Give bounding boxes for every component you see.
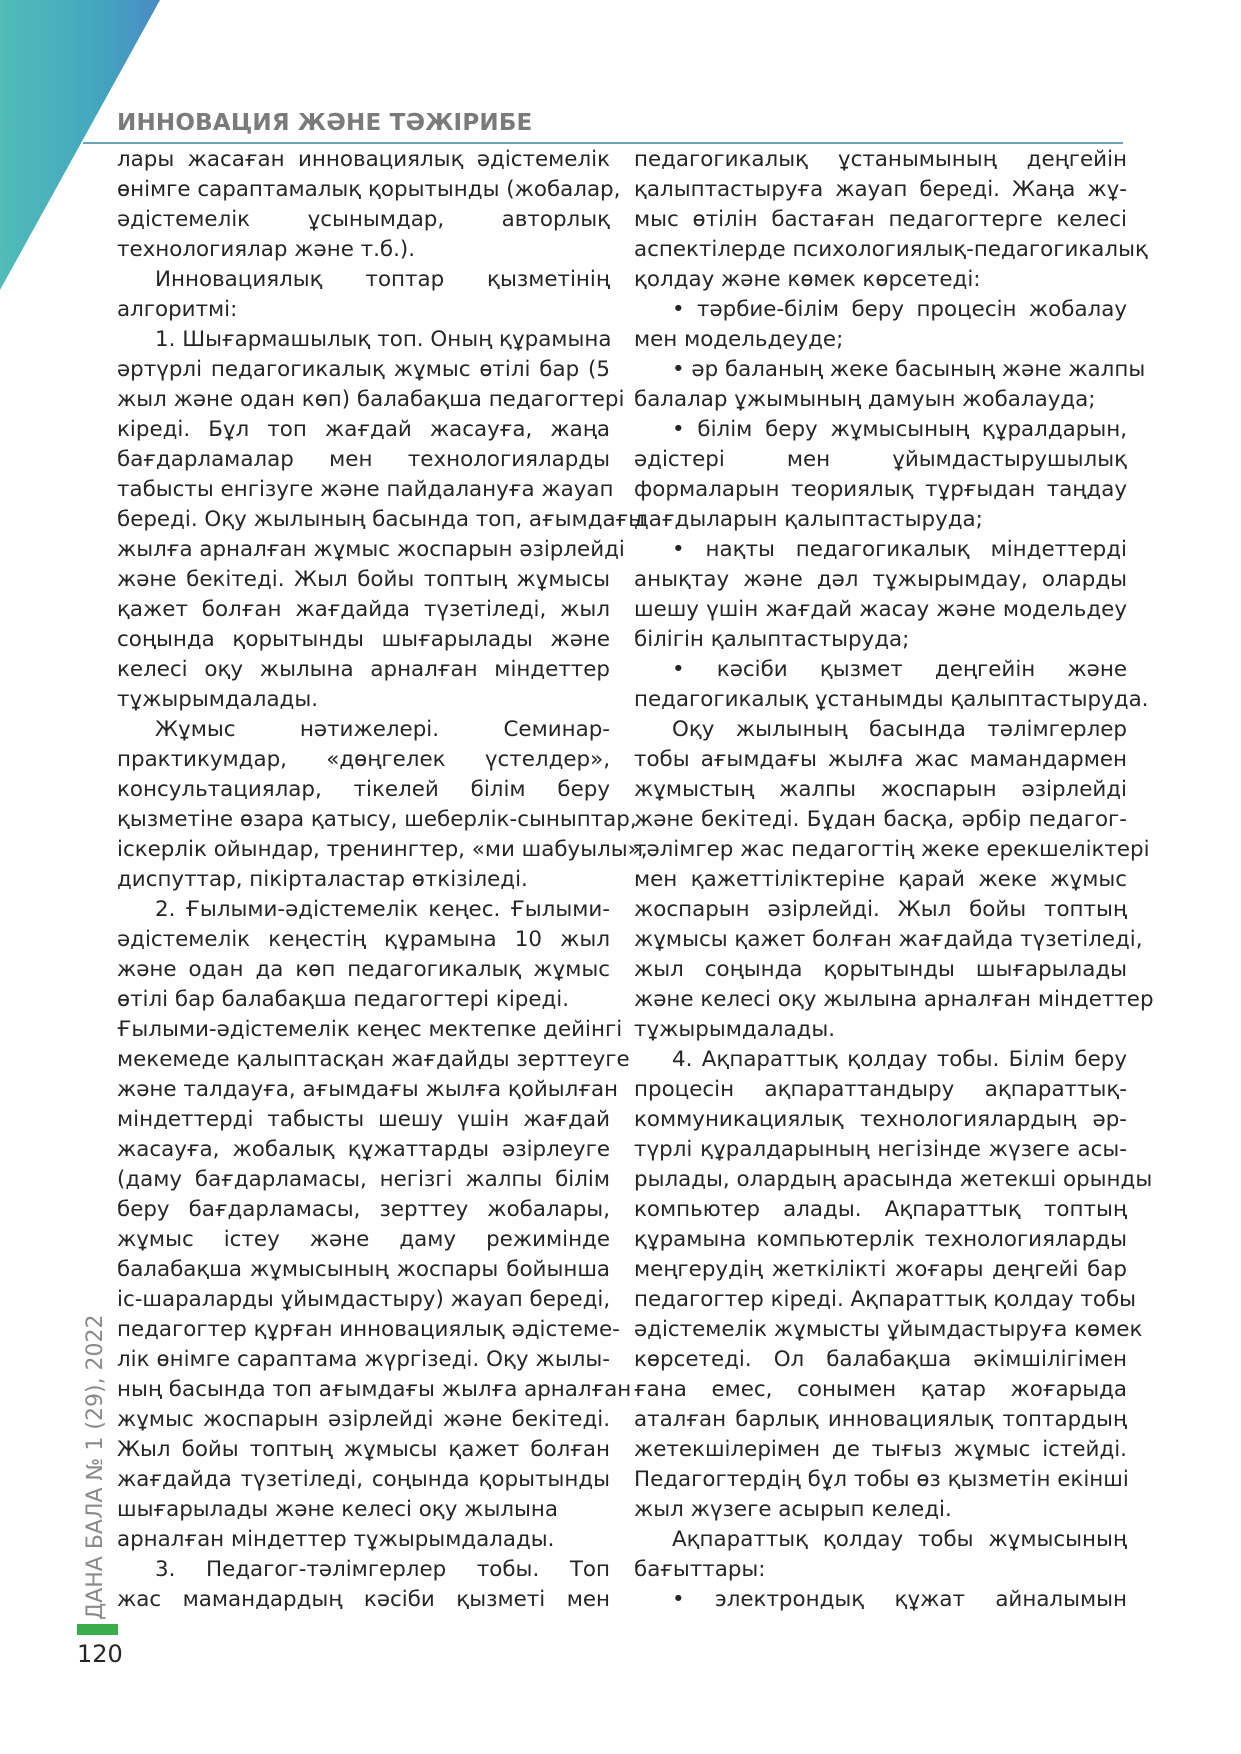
text-line: анықтау және дәл тұжырымдау, оларды xyxy=(634,567,1127,592)
text-line: көрсетеді. Ол балабақша әкімшілігімен xyxy=(634,1347,1127,1372)
text-line: шешу үшін жағдай жасау және модельдеу xyxy=(634,597,1127,622)
text-line: Педагогтердің бұл тобы өз қызметін екінші xyxy=(634,1467,1129,1492)
text-line: (даму бағдарламасы, негізгі жалпы білім xyxy=(117,1167,610,1192)
text-line: Ғылыми-әдістемелік кеңес мектепке дейінгі xyxy=(117,1017,623,1042)
text-line: формаларын теориялық тұрғыдан таңдау xyxy=(634,477,1127,502)
text-line: соңында қорытынды шығарылады және xyxy=(117,627,610,652)
text-line: әдістемелік кеңестің құрамына 10 жыл xyxy=(117,927,610,952)
text-line: диспуттар, пікірталастар өткізіледі. xyxy=(117,867,528,892)
text-line: практикумдар, «дөңгелек үстелдер», xyxy=(117,747,610,772)
text-line: өтілі бар балабақша педагогтері кіреді. xyxy=(117,987,570,1012)
text-line: технологиялар және т.б.). xyxy=(117,237,416,262)
text-line: • электрондық құжат айналымын xyxy=(672,1587,1127,1612)
text-line: және талдауға, ағымдағы жылға қойылған xyxy=(117,1077,619,1102)
text-line: жыл соңында қорытынды шығарылады xyxy=(634,957,1127,982)
text-line: түрлі құралдарының негізінде жүзеге асы- xyxy=(634,1137,1127,1162)
text-line: 2. Ғылыми-әдістемелік кеңес. Ғылыми- xyxy=(155,897,610,922)
text-line: 3. Педагог-тәлімгерлер тобы. Топ xyxy=(155,1557,610,1582)
text-line: процесін ақпараттандыру ақпараттық- xyxy=(634,1077,1127,1102)
text-line: әдістемелік жұмысты ұйымдастыруға көмек xyxy=(634,1317,1143,1342)
text-line: Жұмыс нәтижелері. Семинар- xyxy=(155,717,610,742)
text-line: және одан да көп педагогикалық жұмыс xyxy=(117,957,610,982)
journal-issue-label: ДАНА БАЛА № 1 (29), 2022 xyxy=(83,1314,108,1620)
text-line: тәлімгер жас педагогтің жеке ерекшеліктері xyxy=(634,837,1150,862)
text-line: жыл жүзеге асырып келеді. xyxy=(634,1497,952,1522)
text-line: 4. Ақпараттық қолдау тобы. Білім беру xyxy=(672,1047,1127,1072)
text-line: келесі оқу жылына арналған міндеттер xyxy=(117,657,610,682)
text-line: • кәсіби қызмет деңгейін және xyxy=(672,657,1127,682)
text-line: және бекітеді. Бұдан басқа, әрбір педагог- xyxy=(634,807,1127,832)
text-line: қызметіне өзара қатысу, шеберлік-сыныптар, xyxy=(117,807,637,832)
text-line: бағыттары: xyxy=(634,1557,766,1582)
text-line: лік өнімге сараптама жүргізеді. Оқу жылы- xyxy=(117,1347,610,1372)
text-line: жас мамандардың кәсіби қызметі мен xyxy=(117,1587,610,1612)
text-line: мекемеде қалыптасқан жағдайды зерттеуге xyxy=(117,1047,630,1072)
text-line: әдістемелік ұсынымдар, авторлық xyxy=(117,207,610,232)
text-line: арналған міндеттер тұжырымдалады. xyxy=(117,1527,555,1552)
text-line: және келесі оқу жылына арналған міндеттер xyxy=(634,987,1154,1012)
text-line: жоспарын әзірлейді. Жыл бойы топтың xyxy=(634,897,1127,922)
text-line: жылға арналған жұмыс жоспарын әзірлейді xyxy=(117,537,625,562)
page-number: 120 xyxy=(77,1640,123,1668)
text-line: бағдарламалар мен технологияларды xyxy=(117,447,610,472)
text-line: консультациялар, тікелей білім беру xyxy=(117,777,610,802)
right-text-column xyxy=(634,145,1154,1615)
text-line: өнімге сараптамалық қорытынды (жобалар, xyxy=(117,177,621,202)
text-line: кіреді. Бұл топ жағдай жасауға, жаңа xyxy=(117,417,610,442)
text-line: табысты енгізуге және пайдалануға жауап xyxy=(117,477,614,502)
text-line: әдістері мен ұйымдастырушылық xyxy=(634,447,1127,472)
text-line: педагогтер құрған инновациялық әдістеме- xyxy=(117,1317,620,1342)
section-title: ИННОВАЦИЯ ЖӘНЕ ТӘЖІРИБЕ xyxy=(117,110,533,136)
text-line: • білім беру жұмысының құралдарын, xyxy=(672,417,1127,442)
text-line: аталған барлық инновациялық топтардың xyxy=(634,1407,1127,1432)
text-line: және бекітеді. Жыл бойы топтың жұмысы xyxy=(117,567,610,592)
left-text-column xyxy=(117,145,648,1615)
text-line: қалыптастыруға жауап береді. Жаңа жұ- xyxy=(634,177,1127,202)
text-line: береді. Оқу жылының басында топ, ағымдағы xyxy=(117,507,646,532)
text-line: жұмыс істеу және даму режимінде xyxy=(117,1227,610,1252)
text-line: жұмысы қажет болған жағдайда түзетіледі, xyxy=(634,927,1143,952)
text-line: ғана емес, сонымен қатар жоғарыда xyxy=(634,1377,1127,1402)
text-line: мен қажеттіліктеріне қарай жеке жұмыс xyxy=(634,867,1127,892)
text-line: мен модельдеуде; xyxy=(634,327,844,352)
text-line: • нақты педагогикалық міндеттерді xyxy=(672,537,1127,562)
text-line: іс-шараларды ұйымдастыру) жауап береді, xyxy=(117,1287,611,1312)
text-line: тобы ағымдағы жылға жас мамандармен xyxy=(634,747,1127,772)
text-line: балалар ұжымының дамуын жобалауда; xyxy=(634,387,1096,412)
text-line: коммуникациялық технологиялардың әр- xyxy=(634,1107,1127,1132)
text-line: Жыл бойы топтың жұмысы қажет болған xyxy=(117,1437,610,1462)
text-line: әртүрлі педагогикалық жұмыс өтілі бар (5 xyxy=(117,357,610,382)
text-line: жұмыс жоспарын әзірлейді және бекітеді. xyxy=(117,1407,610,1432)
text-line: лары жасаған инновациялық әдістемелік xyxy=(117,147,610,172)
text-line: балабақша жұмысының жоспары бойынша xyxy=(117,1257,610,1282)
text-line: беру бағдарламасы, зерттеу жобалары, xyxy=(117,1197,610,1222)
text-line: Инновациялық топтар қызметінің xyxy=(155,267,610,292)
text-line: құрамына компьютерлік технологияларды xyxy=(634,1227,1127,1252)
text-line: жұмыстың жалпы жоспарын әзірлейді xyxy=(634,777,1127,802)
text-line: жағдайда түзетіледі, соңында қорытынды xyxy=(117,1467,610,1492)
text-line: міндеттерді табысты шешу үшін жағдай xyxy=(117,1107,610,1132)
text-line: педагогикалық ұстанымының деңгейін xyxy=(634,147,1127,172)
text-line: қолдау және көмек көрсетеді: xyxy=(634,267,981,292)
text-line: Ақпараттық қолдау тобы жұмысының xyxy=(672,1527,1127,1552)
text-line: жасауға, жобалық құжаттарды әзірлеуге xyxy=(117,1137,610,1162)
text-line: тұжырымдалады. xyxy=(117,687,319,712)
text-line: қажет болған жағдайда түзетіледі, жыл xyxy=(117,597,610,622)
text-line: білігін қалыптастыруда; xyxy=(634,627,910,652)
text-line: шығарылады және келесі оқу жылына xyxy=(117,1497,558,1522)
text-line: тұжырымдалады. xyxy=(634,1017,836,1042)
text-line: меңгерудің жеткілікті жоғары деңгейі бар xyxy=(634,1257,1127,1282)
text-line: іскерлік ойындар, тренингтер, «ми шабуылы», xyxy=(117,837,648,862)
text-line: компьютер алады. Ақпараттық топтың xyxy=(634,1197,1127,1222)
text-line: рылады, олардың арасында жетекші орынды xyxy=(634,1167,1153,1192)
text-line: ның басында топ ағымдағы жылға арналған xyxy=(117,1377,632,1402)
text-line: жыл және одан көп) балабақша педагогтері xyxy=(117,387,625,412)
text-line: педагогикалық ұстанымды қалыптастыруда. xyxy=(634,687,1149,712)
text-line: • әр баланың жеке басының және жалпы xyxy=(672,357,1146,382)
text-line: Оқу жылының басында тәлімгерлер xyxy=(672,717,1127,742)
text-line: мыс өтілін бастаған педагогтерге келесі xyxy=(634,207,1127,232)
text-line: аспектілерде психологиялық-педагогикалық xyxy=(634,237,1148,262)
text-line: • тәрбие-білім беру процесін жобалау xyxy=(672,297,1127,322)
page-number-accent-bar xyxy=(77,1624,118,1635)
text-line: педагогтер кіреді. Ақпараттық қолдау тобы xyxy=(634,1287,1137,1312)
text-line: жетекшілерімен де тығыз жұмыс істейді. xyxy=(634,1437,1127,1462)
text-line: алгоритмі: xyxy=(117,297,238,322)
text-line: дағдыларын қалыптастыруда; xyxy=(634,507,983,532)
header-rule xyxy=(83,142,1123,144)
text-line: 1. Шығармашылық топ. Оның құрамына xyxy=(155,327,612,352)
